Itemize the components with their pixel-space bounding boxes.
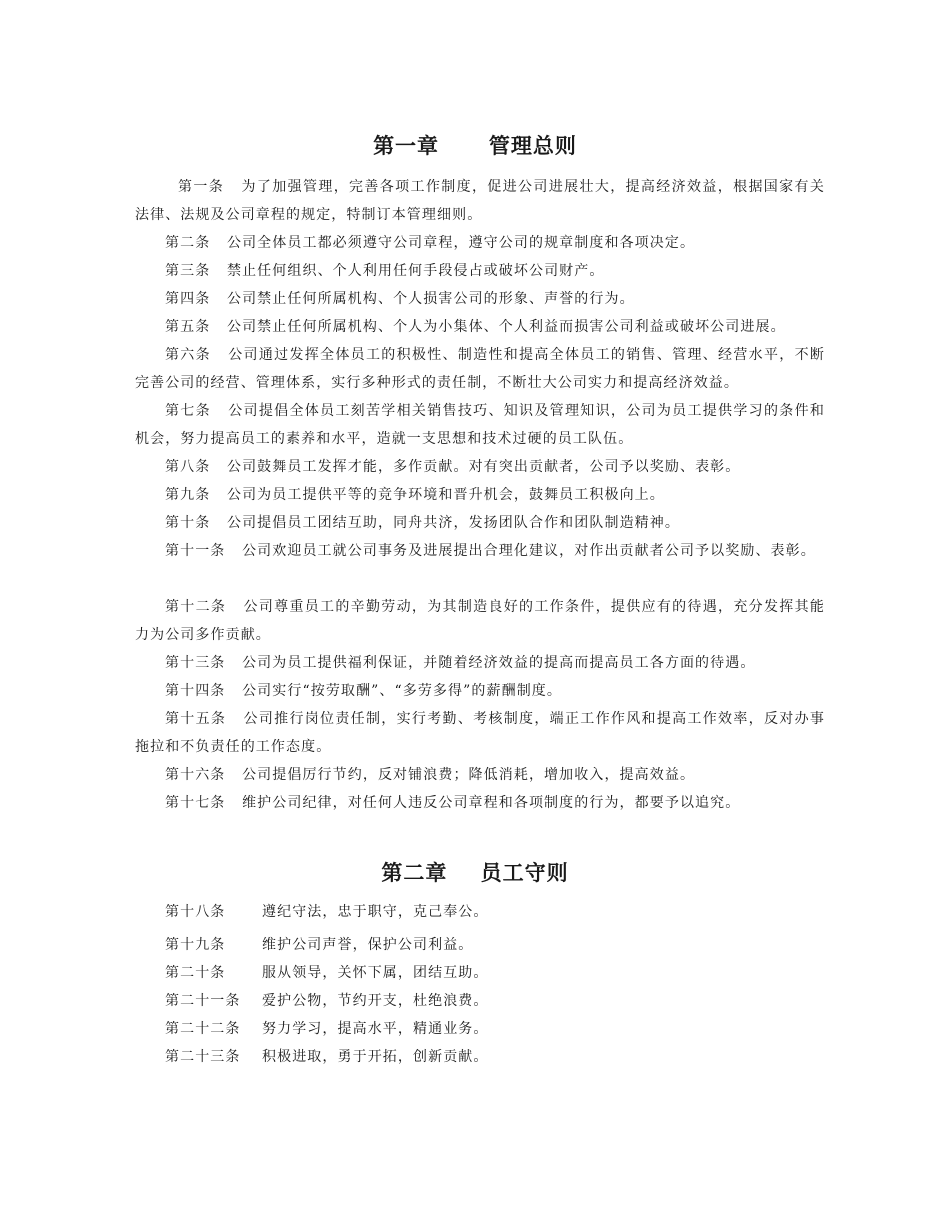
article-text: 服从领导，关怀下属，团结互助。 [262,965,489,981]
article-11 [135,537,825,565]
article-12 [135,593,825,649]
article-number: 第十八条 [165,904,226,920]
article-number: 第八条 [165,459,211,475]
article-text: 公司提倡员工团结互助，同舟共济，发扬团队合作和团队制造精神。 [226,515,680,531]
article-number: 第二十三条 [165,1049,241,1065]
article-number: 第六条 [165,347,211,363]
article-number: 第十六条 [165,767,226,783]
article-number: 第三条 [165,263,211,279]
article-number: 第一条 [178,179,225,195]
article-text: 公司提倡全体员工刻苦学相关销售技巧、知识及管理知识，公司为员工提供学习的条件和机会，努力提高员工的素养和水平，造就一支思想和技术过硬的员工队伍。 [135,403,825,447]
article-text: 公司实行“按劳取酬”、“多劳多得”的薪酬制度。 [242,683,562,699]
article-text: 公司为员工提供福利保证，并随着经济效益的提高而提高员工各方面的待遇。 [242,655,756,671]
article-number: 第七条 [165,403,211,419]
chapter-1-title: 第一章 管理总则 [373,134,577,158]
article-text: 公司为员工提供平等的竞争环境和晋升机会，鼓舞员工积极向上。 [226,487,665,503]
article-number: 第十三条 [165,655,226,671]
article-7 [135,397,825,453]
article-text: 遵纪守法，忠于职守，克己奉公。 [262,904,489,920]
article-text: 公司通过发挥全体员工的积极性、制造性和提高全体员工的销售、管理、经营水平，不断完善公司的经营、管理体系，实行多种形式的责任制，不断壮大公司实力和提高经济效益。 [135,347,825,391]
article-10 [135,509,825,537]
article-number: 第九条 [165,487,211,503]
article-number: 第十二条 [165,599,227,615]
article-text: 为了加强管理，完善各项工作制度，促进公司进展壮大，提高经济效益，根据国家有关法律、法规及公司章程的规定，特制订本管理细则。 [135,179,825,223]
article-text: 公司提倡厉行节约，反对铺浪费；降低消耗，增加收入，提高效益。 [242,767,696,783]
article-15 [135,705,825,761]
article-5 [135,313,825,341]
article-number: 第十九条 [165,937,226,953]
article-number: 第十条 [165,515,211,531]
article-text: 公司禁止任何所属机构、个人损害公司的形象、声誉的行为。 [226,291,635,307]
article-number: 第十五条 [165,711,227,727]
article-text: 公司鼓舞员工发挥才能，多作贡献。对有突出贡献者，公司予以奖励、表彰。 [226,459,741,475]
article-22 [165,1015,489,1043]
article-text: 公司全体员工都必须遵守公司章程，遵守公司的规章制度和各项决定。 [226,235,696,251]
article-number: 第二十二条 [165,1021,241,1037]
article-6 [135,341,825,397]
article-text: 努力学习，提高水平，精通业务。 [262,1021,489,1037]
article-9 [135,481,825,509]
article-16 [135,761,825,789]
article-19 [165,931,473,959]
article-number: 第五条 [165,319,211,335]
article-2 [135,229,825,257]
article-text: 公司推行岗位责任制，实行考勤、考核制度，端正工作作风和提高工作效率，反对办事拖拉和不负责任的工作态度。 [135,711,825,755]
article-number: 第十七条 [165,795,226,811]
article-number: 第二十条 [165,965,226,981]
article-18 [165,898,489,926]
article-text: 公司尊重员工的辛勤劳动，为其制造良好的工作条件，提供应有的待遇，充分发挥其能力为公司多作贡献。 [135,599,825,643]
article-13 [135,649,825,677]
article-text: 维护公司声誉，保护公司利益。 [262,937,474,953]
article-8 [135,453,825,481]
article-21 [165,987,489,1015]
article-number: 第二十一条 [165,993,241,1009]
article-3 [135,257,825,285]
article-number: 第十四条 [165,683,226,699]
article-text: 公司禁止任何所属机构、个人为小集体、个人利益而损害公司利益或破坏公司进展。 [226,319,786,335]
article-text: 公司欢迎员工就公司事务及进展提出合理化建议，对作出贡献者公司予以奖励、表彰。 [242,543,816,559]
article-1 [135,173,825,229]
article-text: 禁止任何组织、个人利用任何手段侵占或破坏公司财产。 [226,263,605,279]
article-number: 第十一条 [165,543,226,559]
article-23 [165,1043,489,1071]
article-text: 爱护公物，节约开支，杜绝浪费。 [262,993,489,1009]
article-number: 第四条 [165,291,211,307]
article-text: 维护公司纪律，对任何人违反公司章程和各项制度的行为，都要予以追究。 [242,795,741,811]
article-14 [135,677,825,705]
article-number: 第二条 [165,235,211,251]
article-17 [135,789,825,817]
article-4 [135,285,825,313]
article-20 [165,959,489,987]
article-text: 积极进取，勇于开拓，创新贡献。 [262,1049,489,1065]
chapter-2-title: 第二章 员工守则 [381,861,569,885]
